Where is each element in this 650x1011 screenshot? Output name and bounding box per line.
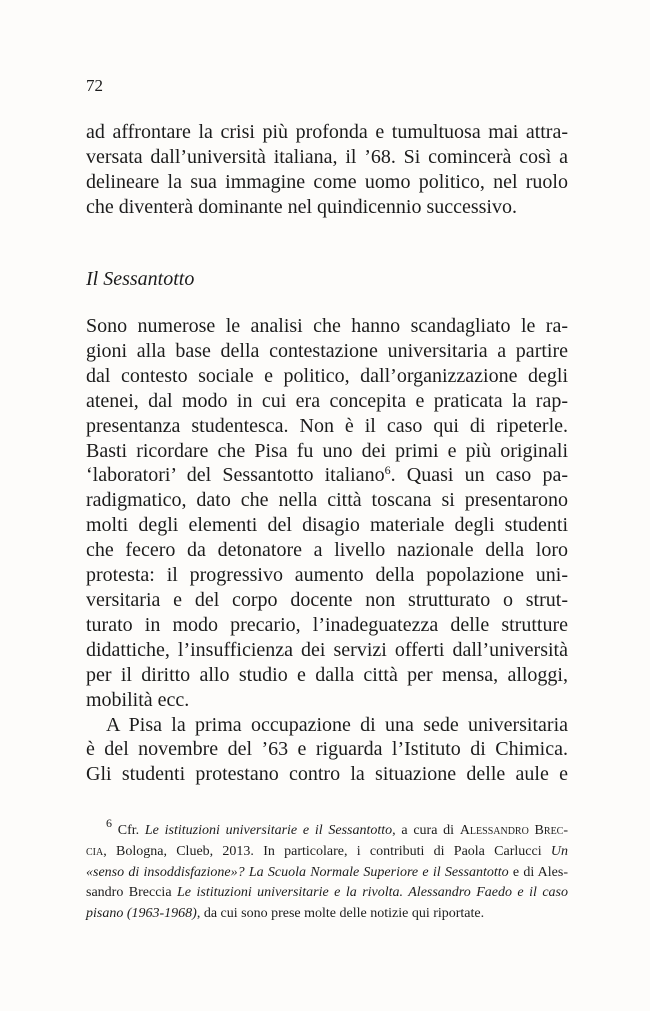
footnote-title: Un — [550, 843, 568, 859]
text-line: gioni alla base della contestazione universitaria a partire — [86, 339, 568, 362]
footnote-text: e di Ales- — [512, 864, 569, 880]
text-line: versitaria e del corpo docente non strutturato o strut- — [86, 588, 568, 611]
footnote-reference[interactable]: 6 — [384, 463, 391, 478]
section-heading: Il Sessantotto — [86, 268, 195, 290]
footnote-text: Cfr. — [117, 823, 140, 838]
footnote-line — [86, 904, 568, 925]
intro-paragraph — [86, 120, 568, 220]
text-line: radigmatico, dato che nella città toscana si presentarono — [86, 489, 568, 512]
footnote-line — [86, 863, 568, 884]
text-line: delineare la sua immagine come uomo politico, nel ruolo — [86, 170, 568, 193]
text-segment: . Quasi un caso pa- — [390, 464, 569, 487]
text-line: presentanza studentesca. Non è il caso qui di ripeterle. — [86, 414, 568, 437]
footnote-marker: 6 — [106, 816, 112, 830]
footnote-text: , a cura di — [392, 823, 455, 838]
footnote — [86, 816, 569, 925]
footnote-text: , Bologna, Clueb, 2013. In particolare, i contributi di Paola Carlucci — [103, 843, 542, 859]
text-line: A Pisa la prima occupazione di una sede universitaria — [106, 713, 568, 736]
footnote-title: Le istituzioni universitarie e la rivolta. Alessandro Faedo e il caso — [177, 885, 569, 901]
text-line: turato in modo precario, l’inadeguatezza delle strutture — [86, 613, 568, 636]
footnote-line — [86, 816, 569, 842]
text-line: ad affrontare la crisi più profonda e tumultuosa mai attra- — [86, 121, 568, 143]
page-number: 72 — [86, 76, 103, 95]
text-line: atenei, dal modo in cui era concepita e praticata la rap- — [86, 389, 568, 412]
text-line-with-footnote — [86, 463, 568, 488]
body-paragraph — [86, 314, 568, 787]
text-line: Sono numerose le analisi che hanno scandagliato le ra- — [86, 315, 568, 337]
footnote-line — [86, 842, 568, 863]
text-line: Gli studenti protestano contro la situazione delle aule e — [86, 763, 568, 786]
text-line: Basti ricordare che Pisa fu uno dei primi e più originali — [86, 439, 568, 462]
text-line: che fecero da detonatore a livello nazionale della loro — [86, 539, 568, 562]
footnote-author: Alessandro Brec- — [459, 823, 569, 838]
text-line: mobilità ecc. — [86, 688, 190, 711]
text-line: per il diritto allo studio e dalla città per mensa, alloggi, — [86, 663, 568, 686]
text-line: didattiche, l’insufficienza dei servizi offerti dall’università — [86, 638, 568, 661]
footnote-author: cia — [86, 843, 104, 859]
text-line: dal contesto sociale e politico, dall’organizzazione degli — [86, 364, 568, 387]
text-line: è del novembre del ’63 e riguarda l’Istituto di Chimica. — [86, 738, 568, 761]
footnote-title: «senso di insoddisfazione»? La Scuola Normale Superiore e il Sessantotto — [86, 864, 509, 880]
footnote-title: pisano (1963-1968) — [86, 906, 197, 922]
footnote-line — [86, 883, 568, 904]
footnote-text: sandro Breccia — [86, 885, 172, 901]
text-line: protesta: il progressivo aumento della popolazione uni- — [86, 564, 568, 587]
footnote-title: Le istituzioni universitarie e il Sessantotto — [144, 823, 393, 838]
text-line: che diventerà dominante nel quindicennio successivo. — [86, 195, 517, 218]
text-segment: ‘laboratori’ del Sessantotto italiano — [86, 464, 385, 487]
footnote-text: , da cui sono prese molte delle notizie qui riportate. — [196, 906, 485, 922]
text-line: versata dall’università italiana, il ’68. Si comincerà così a — [86, 145, 568, 168]
text-line: molti degli elementi del disagio materiale degli studenti — [86, 514, 568, 537]
